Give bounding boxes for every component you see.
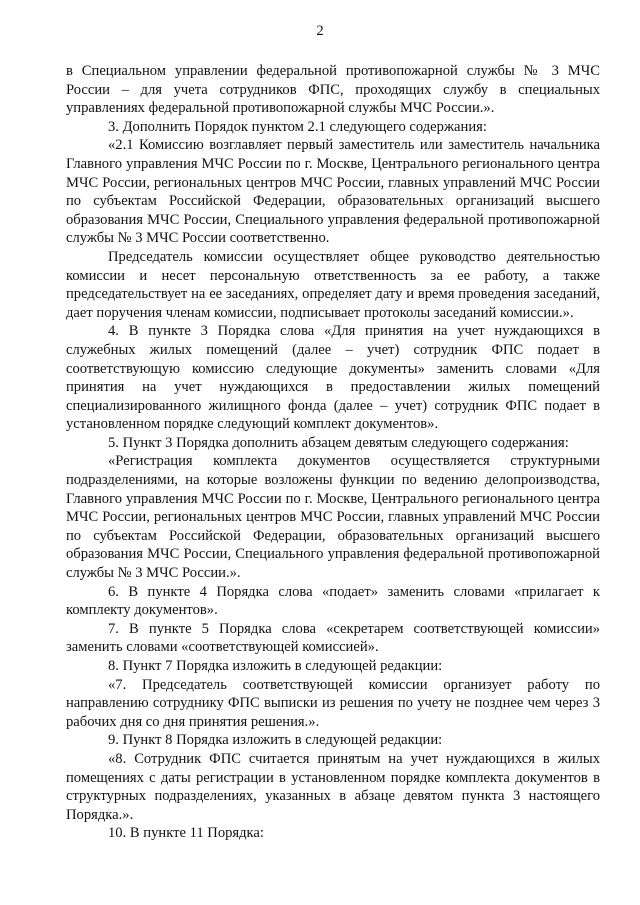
paragraph: 8. Пункт 7 Порядка изложить в следующей редакции: bbox=[108, 658, 443, 674]
paragraph: 10. В пункте 11 Порядка: bbox=[108, 825, 264, 842]
document-body bbox=[66, 62, 600, 843]
paragraph: «Регистрация комплекта документов осуществляется структурными подразделениями, на которые возложены функции по ведению делопроизводства, Главного управления МЧС России по г. Москве, Центрального регионального центра МЧС России, региональных центров МЧС России, главных управлений МЧС России по субъектам Российской Федерации, образовательных организаций высшего образования МЧС России, Специального управления федеральной противопожарной службы № 3 МЧС России.». bbox=[66, 453, 600, 582]
paragraph: 5. Пункт 3 Порядка дополнить абзацем девятым следующего содержания: bbox=[108, 434, 569, 451]
paragraph: 6. В пункте 4 Порядка слова «подает» заменить словами «прилагает к комплекту документов». bbox=[66, 583, 600, 619]
paragraph: 4. В пункте 3 Порядка слова «Для принятия на учет нуждающихся в служебных жилых помещений (далее – учет) сотрудник ФПС подает в соответствующую комиссию следующие документы» заменить словами «Для принятия на учет нуждающихся в предоставлении жилых помещений специализированного жилищного фонда (далее – учет) сотрудник ФПС подает в установленном порядке следующий комплект документов». bbox=[66, 323, 600, 433]
paragraph: 9. Пункт 8 Порядка изложить в следующей редакции: bbox=[108, 732, 443, 749]
paragraph: «8. Сотрудник ФПС считается принятым на учет нуждающихся в жилых помещениях с даты регистрации в установленном порядке комплекта документов в структурных подразделениях, указанных в абзаце девятом пункта 3 настоящего Порядка.». bbox=[66, 750, 600, 823]
paragraph: в Специальном управлении федеральной противопожарной службы № 3 МЧС России – для учета сотрудников ФПС, проходящих службу в специальных управлениях федеральной противопожарной службы МЧС России.». bbox=[66, 63, 600, 117]
paragraph: «2.1 Комиссию возглавляет первый заместитель или заместитель начальника Главного управления МЧС России по г. Москве, Центрального регионального центра МЧС России, региональных центров МЧС России, главных управлений МЧС России по субъектам Российской Федерации, образовательных организаций высшего образования МЧС России, Специального управления федеральной противопожарной службы № 3 МЧС России соответственно. bbox=[66, 137, 600, 247]
paragraph: 7. В пункте 5 Порядка слова «секретарем соответствующей комиссии» заменить словами «соответствующей комиссией». bbox=[66, 620, 600, 656]
paragraph: 3. Дополнить Порядок пунктом 2.1 следующего содержания: bbox=[108, 118, 487, 135]
paragraph: «7. Председатель соответствующей комиссии организует работу по направлению сотруднику ФПС выписки из решения по учету не позднее чем через 3 рабочих дня со дня принятия решения.». bbox=[66, 676, 600, 730]
paragraph: Председатель комиссии осуществляет общее руководство деятельностью комиссии и несет персональную ответственность за ее работу, а также председательствует на ее заседаниях, определяет дату и время проведения заседаний, дает поручения членам комиссии, подписывает протоколы заседаний комиссии.». bbox=[66, 248, 600, 321]
page-number: 2 bbox=[316, 23, 324, 39]
